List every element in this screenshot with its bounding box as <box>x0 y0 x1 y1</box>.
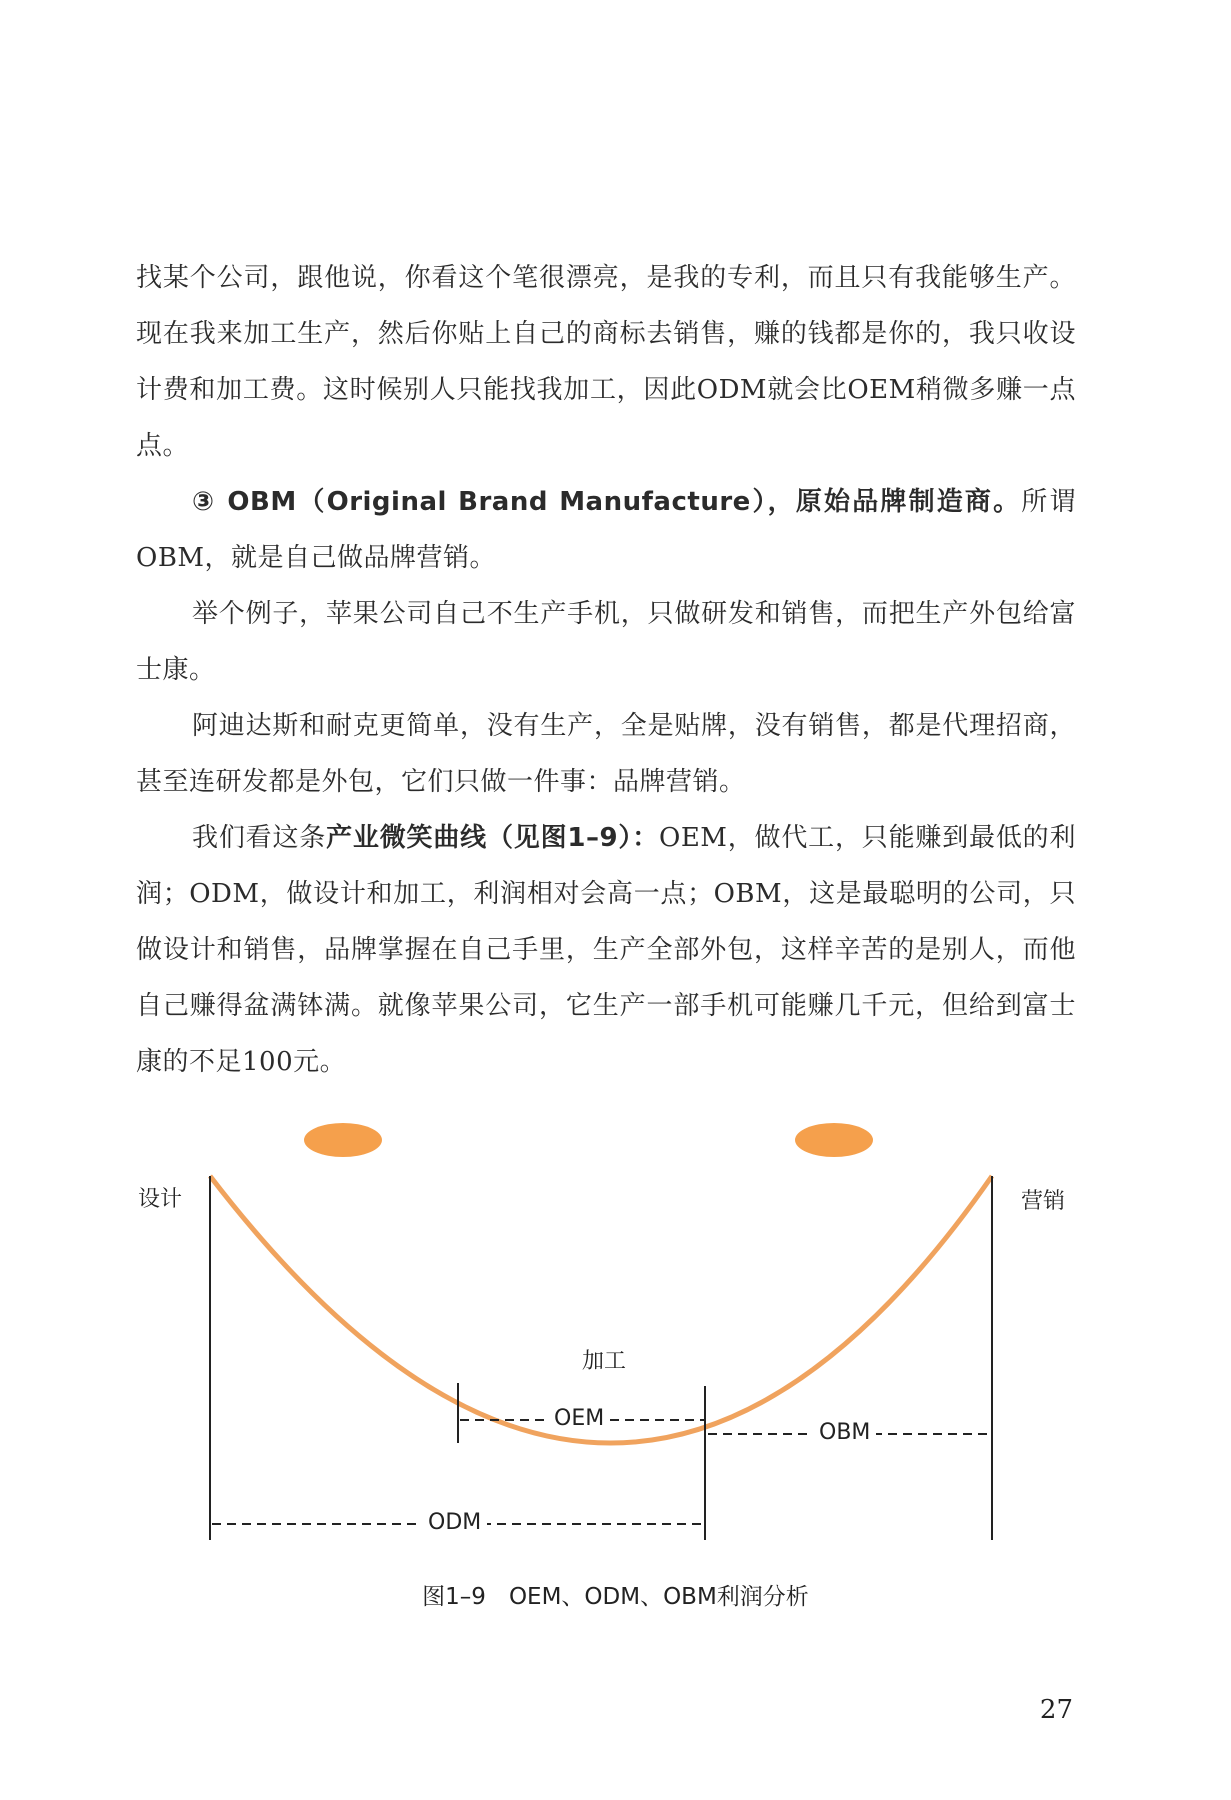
paragraph-5: 我们看这条产业微笑曲线（见图1–9）：OEM，做代工，只能赚到最低的利润；ODM，做设计和加工，利润相对会高一点；OBM，这是最聪明的公司，只做设计和销售，品牌掌握在自己手里，生产全部外包，这样辛苦的是别人，而他自己赚得盆满钵满。就像苹果公司，它生产一部手机可能赚几千元，但给到富士康的不足100元。 <box>136 823 1076 1077</box>
label-design: 设计 <box>132 1182 188 1213</box>
label-obm: OBM <box>813 1420 876 1445</box>
paragraph-4: 阿迪达斯和耐克更简单，没有生产，全是贴牌，没有销售，都是代理招商，甚至连研发都是外包，它们只做一件事：品牌营销。 <box>136 711 1076 797</box>
paragraph-3: 举个例子，苹果公司自己不生产手机，只做研发和销售，而把生产外包给富士康。 <box>136 599 1076 685</box>
body-text <box>136 250 1076 1090</box>
figure-caption: 图1–9 OEM、ODM、OBM利润分析 <box>422 1584 809 1610</box>
smile-curve-diagram <box>120 1110 1100 1540</box>
paragraph-1: 找某个公司，跟他说，你看这个笔很漂亮，是我的专利，而且只有我能够生产。现在我来加工生产，然后你贴上自己的商标去销售，赚的钱都是你的，我只收设计费和加工费。这时候别人只能找我加工，因此ODM就会比OEM稍微多赚一点点。 <box>136 263 1076 461</box>
paragraph-2: ③ OBM（Original Brand Manufacture），原始品牌制造商。所谓OBM，就是自己做品牌营销。 <box>136 487 1076 573</box>
obm-heading: ③ OBM（Original Brand Manufacture），原始品牌制造商。 <box>192 487 1022 517</box>
page-number: 27 <box>1039 1695 1073 1725</box>
label-processing: 加工 <box>582 1349 627 1374</box>
label-oem: OEM <box>548 1406 610 1431</box>
label-odm: ODM <box>422 1510 487 1535</box>
smile-curve <box>210 1176 992 1443</box>
right-eye <box>795 1123 873 1157</box>
smile-curve-figure <box>120 1110 1100 1540</box>
label-marketing: 营销 <box>1015 1184 1071 1215</box>
smile-curve-term: 产业微笑曲线（见图1–9）： <box>326 823 660 853</box>
left-eye <box>304 1123 382 1157</box>
